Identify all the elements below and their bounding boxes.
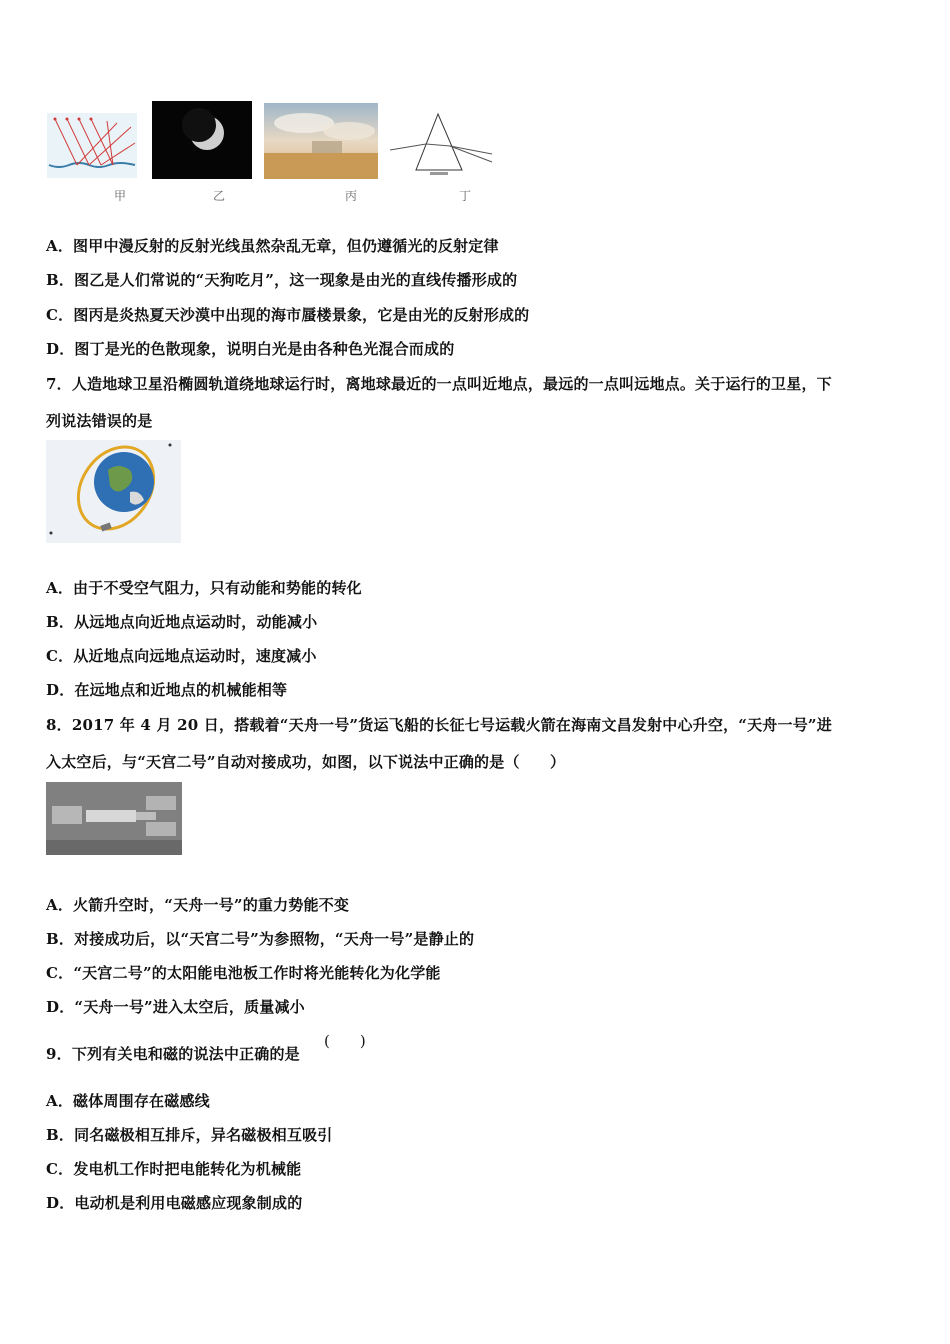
figure-mirage bbox=[264, 103, 378, 179]
q9-stem: 9．下列有关电和磁的说法中正确的是 bbox=[46, 1045, 300, 1063]
q8-option-a: A．火箭升空时，“天舟一号”的重力势能不变 bbox=[46, 896, 350, 914]
q9-option-a: A．磁体周围存在磁感线 bbox=[46, 1092, 210, 1110]
figure-prism-dispersion bbox=[388, 110, 496, 182]
figure-caption-bing: 丙 bbox=[345, 189, 358, 203]
q7-option-a: A．由于不受空气阻力，只有动能和势能的转化 bbox=[46, 579, 362, 597]
q8-option-c: C．“天宫二号”的太阳能电池板工作时将光能转化为化学能 bbox=[46, 964, 441, 982]
q9-option-b: B．同名磁极相互排斥，异名磁极相互吸引 bbox=[46, 1126, 333, 1144]
figure-caption-yi: 乙 bbox=[213, 189, 226, 203]
q7-stem-line1: 7．人造地球卫星沿椭圆轨道绕地球运行时，离地球最近的一点叫近地点，最远的一点叫远地点。关于运行的卫星，下 bbox=[46, 375, 832, 393]
q8-stem-line1: 8．2017 年 4 月 20 日，搭载着“天舟一号”货运飞船的长征七号运载火箭在海南文昌发射中心升空，“天舟一号”进 bbox=[46, 716, 832, 734]
q8-option-b: B．对接成功后，以“天宫二号”为参照物，“天舟一号”是静止的 bbox=[46, 930, 475, 948]
figure-space-station-docking bbox=[46, 782, 182, 855]
figure-satellite-orbit bbox=[46, 440, 181, 543]
q9-option-c: C．发电机工作时把电能转化为机械能 bbox=[46, 1160, 302, 1178]
q6-option-b: B．图乙是人们常说的“天狗吃月”，这一现象是由光的直线传播形成的 bbox=[46, 271, 518, 289]
q6-option-d: D．图丁是光的色散现象，说明白光是由各种色光混合而成的 bbox=[46, 340, 455, 358]
q6-option-c: C．图丙是炎热夏天沙漠中出现的海市蜃楼景象，它是由光的反射形成的 bbox=[46, 306, 530, 324]
q7-option-b: B．从远地点向近地点运动时，动能减小 bbox=[46, 613, 318, 631]
q9-option-d: D．电动机是利用电磁感应现象制成的 bbox=[46, 1194, 303, 1212]
figure-caption-jia: 甲 bbox=[114, 189, 127, 203]
q8-option-d: D．“天舟一号”进入太空后，质量减小 bbox=[46, 998, 305, 1016]
q7-option-d: D．在远地点和近地点的机械能相等 bbox=[46, 681, 288, 699]
figure-lunar-eclipse bbox=[152, 101, 252, 179]
q6-option-a: A．图甲中漫反射的反射光线虽然杂乱无章，但仍遵循光的反射定律 bbox=[46, 237, 499, 255]
q7-option-c: C．从近地点向远地点运动时，速度减小 bbox=[46, 647, 317, 665]
figure-diffuse-reflection bbox=[47, 113, 137, 178]
q9-answer-parentheses: ( ) bbox=[324, 1032, 366, 1050]
figure-caption-ding: 丁 bbox=[459, 189, 472, 203]
q7-stem-line2: 列说法错误的是 bbox=[46, 412, 153, 430]
q8-stem-line2: 入太空后，与“天宫二号”自动对接成功，如图，以下说法中正确的是（ ） bbox=[46, 753, 566, 771]
